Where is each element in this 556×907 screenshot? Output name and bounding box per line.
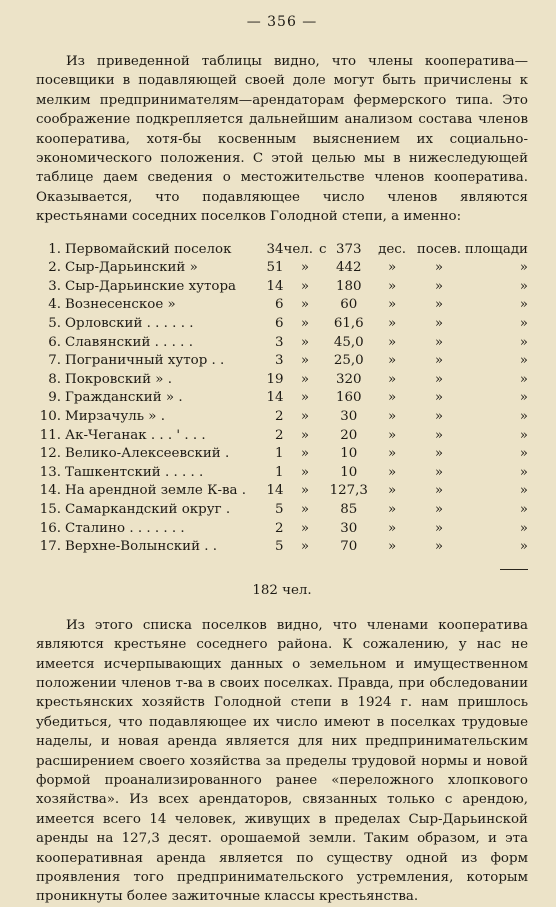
table-row (38, 427, 528, 446)
desyatina-label: » (387, 371, 397, 387)
unit-label (283, 334, 326, 353)
row-number: 7. (48, 353, 62, 369)
table-row (38, 259, 528, 278)
desyatina-label: » (387, 520, 397, 536)
unit-label (283, 371, 326, 390)
sown-label: » (434, 501, 444, 517)
unit-text: » (300, 483, 310, 499)
table-row (38, 296, 528, 315)
table-row (38, 520, 528, 539)
unit-label (283, 445, 326, 464)
sown-label: » (434, 483, 444, 499)
village-name: Сыр-Дарьинские хутора (65, 278, 237, 294)
unit-text: » (300, 353, 310, 369)
village-name: На арендной земле К-ва . (65, 483, 247, 499)
villages-table (38, 241, 528, 557)
row-number: 16. (39, 520, 62, 536)
sown-area: 70 (340, 539, 358, 555)
member-count: 14 (266, 390, 284, 406)
desyatina-label: » (387, 390, 397, 406)
area-label: » (519, 446, 528, 462)
member-count: 51 (266, 260, 284, 276)
unit-text: » (300, 539, 310, 555)
member-count: 1 (274, 446, 284, 462)
unit-label (283, 538, 326, 557)
table-row (38, 501, 528, 520)
sown-label: » (434, 371, 444, 387)
paragraph-conclusion: Из этого списка поселков видно, что членами кооператива являются крестьяне соседнего района. К сожалению, у нас не имеется исчерпывающих данных о земельном и имущественном положении членов т-ва в своих поселках. Правда, при обследовании крестьянских хозяйств Голодной степи в 1924 г. нам пришлось убедиться, что подавляющее их число имеют в поселках трудовые наделы, и новая аренда является для них предпринимательским расширением своего хозяйства за пределы трудовой нормы и новой формой проанализированного ранее «переложного хлопкового хозяйства». Из всех арендаторов, связанных только с арендою, имеется всего 14 человек, живущих в пределах Сыр-Дарьинской аренды на 127,3 десят. орошаемой земли. Таким образом, и эта кооперативная аренда является по существу одной из форм проявления того предпринимательского устремления, которым проникнуты более зажиточные классы крестьянства. (36, 617, 528, 905)
row-number: 14. (39, 483, 62, 499)
sown-area: 10 (340, 446, 358, 462)
village-name: Славянский . . . . . (65, 334, 193, 350)
desyatina-label: » (387, 483, 397, 499)
unit-label (283, 389, 326, 408)
row-number: 4. (48, 297, 62, 313)
sown-area: 45,0 (333, 334, 364, 350)
sown-label: » (434, 353, 444, 369)
table-row (38, 352, 528, 371)
desyatina-label: » (387, 427, 397, 443)
unit-text: » (300, 520, 310, 536)
village-name: Самаркандский округ . (65, 501, 231, 517)
unit-label (283, 520, 326, 539)
desyatina-label: » (387, 278, 397, 294)
village-name: Пограничный хутор . . (65, 353, 225, 369)
unit-label (283, 427, 326, 446)
village-name: Верхне-Волынский . . (65, 539, 218, 555)
table-row (38, 389, 528, 408)
area-label: » (519, 483, 528, 499)
village-name: Ак-Чеганак . . . ' . . . (65, 427, 206, 443)
total-members: 182 чел. (252, 582, 312, 598)
area-label: » (519, 409, 528, 424)
row-number: 17. (39, 539, 62, 555)
sown-label: » (434, 520, 444, 536)
member-count: 2 (274, 427, 284, 443)
village-name: Ташкентский . . . . . (65, 464, 204, 480)
unit-text: » (300, 260, 310, 276)
row-number: 6. (48, 334, 62, 350)
table-row (38, 538, 528, 557)
table-row (38, 408, 528, 427)
desyatina-label: » (387, 409, 397, 424)
unit-label (283, 482, 326, 501)
unit-text: » (300, 464, 310, 480)
unit-text: » (300, 501, 310, 517)
row-number: 11. (39, 427, 62, 443)
sown-label: » (434, 316, 444, 332)
unit-label (283, 241, 326, 260)
desyatina-label: » (387, 464, 397, 480)
table-row (38, 445, 528, 464)
member-count: 3 (274, 353, 284, 369)
village-name: Сталино . . . . . . . (65, 520, 185, 536)
area-label: » (519, 297, 528, 313)
unit-text: чел. (283, 241, 314, 257)
row-number: 2. (48, 260, 62, 276)
table-row (38, 241, 528, 260)
area-label: » (519, 464, 528, 480)
sown-area: 20 (340, 427, 358, 443)
row-number: 13. (39, 464, 62, 480)
desyatina-label: » (387, 297, 397, 313)
desyatina-label: » (387, 539, 397, 555)
unit-label (283, 501, 326, 520)
table-row (38, 278, 528, 297)
sown-area: 25,0 (333, 353, 364, 369)
area-label: » (519, 353, 528, 369)
member-count: 6 (274, 316, 284, 332)
desyatina-label: » (387, 501, 397, 517)
unit-text: » (300, 390, 310, 406)
row-number: 5. (48, 316, 62, 332)
area-label: » (519, 278, 528, 294)
member-count: 34 (266, 241, 284, 257)
area-label: » (519, 371, 528, 387)
sown-area: 61,6 (333, 316, 364, 332)
table-row (38, 371, 528, 390)
unit-text: » (300, 427, 310, 443)
sown-label: » (434, 334, 444, 350)
sown-label: » (434, 427, 444, 443)
area-prefix: с (319, 241, 327, 257)
member-count: 5 (274, 501, 284, 517)
row-number: 3. (48, 278, 62, 294)
table-row (38, 482, 528, 501)
sown-area: 10 (340, 464, 358, 480)
member-count: 2 (274, 520, 284, 536)
sown-area: 127,3 (329, 483, 368, 499)
area-label: » (519, 334, 528, 350)
area-label: » (519, 539, 528, 555)
sown-area: 60 (340, 297, 358, 313)
row-number: 12. (39, 446, 62, 462)
row-number: 8. (48, 371, 62, 387)
member-count: 19 (266, 371, 284, 387)
sown-label: » (434, 278, 444, 294)
table-row (38, 334, 528, 353)
area-label: » (519, 316, 528, 332)
unit-label (283, 352, 326, 371)
row-number: 15. (39, 501, 62, 517)
row-number: 1. (48, 241, 62, 257)
villages-table-body (38, 241, 528, 557)
desyatina-label: дес. (378, 241, 407, 257)
member-count: 3 (274, 334, 284, 350)
unit-label (283, 315, 326, 334)
village-name: Гражданский » . (65, 390, 183, 406)
sown-label: » (434, 409, 444, 424)
unit-text: » (300, 316, 310, 332)
village-name: Покровский » . (65, 371, 172, 387)
area-label: площади (464, 241, 528, 257)
unit-label (283, 259, 326, 278)
village-name: Мирзачуль » . (65, 409, 166, 424)
sown-label: » (434, 260, 444, 276)
unit-text: » (300, 334, 310, 350)
page-number: — 356 — (246, 14, 318, 30)
row-number: 10. (39, 409, 62, 424)
member-count: 14 (266, 483, 284, 499)
table-row (38, 315, 528, 334)
desyatina-label: » (387, 353, 397, 369)
area-label: » (519, 390, 528, 406)
unit-text: » (300, 297, 310, 313)
village-name: Сыр-Дарьинский » (65, 260, 198, 276)
area-label: » (519, 520, 528, 536)
member-count: 5 (274, 539, 284, 555)
sown-label: » (434, 297, 444, 313)
desyatina-label: » (387, 260, 397, 276)
village-name: Вознесенское » (65, 297, 176, 313)
member-count: 2 (274, 409, 284, 424)
unit-text: » (300, 278, 310, 294)
sown-area: 160 (336, 390, 362, 406)
sown-area: 30 (340, 520, 358, 536)
area-label: » (519, 501, 528, 517)
unit-label (283, 296, 326, 315)
unit-text: » (300, 446, 310, 462)
member-count: 1 (274, 464, 284, 480)
unit-label (283, 464, 326, 483)
sown-area: 30 (340, 409, 358, 424)
unit-text: » (300, 371, 310, 387)
sown-label: » (434, 464, 444, 480)
sown-label: » (434, 446, 444, 462)
village-name: Велико-Алексеевский . (65, 446, 230, 462)
table-row (38, 464, 528, 483)
desyatina-label: » (387, 334, 397, 350)
unit-label (283, 408, 326, 427)
area-label: » (519, 427, 528, 443)
sown-area: 442 (336, 260, 362, 276)
sum-rule (36, 557, 528, 577)
sown-label: посев. (416, 241, 462, 257)
area-label: » (519, 260, 528, 276)
sown-area: 320 (336, 371, 362, 387)
sown-area: 85 (340, 501, 358, 517)
desyatina-label: » (387, 446, 397, 462)
unit-label (283, 278, 326, 297)
sown-area: 373 (336, 241, 362, 257)
paragraph-intro: Из приведенной таблицы видно, что члены кооператива—посевщики в подавляющей своей доле могут быть причислены к мелким предпринимателям—арендаторам фермерского типа. Это соображение подкрепляется дальнейшим анализом состава членов кооператива, хотя-бы косвенным выяснением их социально-экономического положения. С этой целью мы в нижеследующей таблице даем сведения о местожительстве членов кооператива. Оказывается, что подавляющее число членов являются крестьянами соседних поселков Голодной степи, а именно: (36, 54, 528, 225)
row-number: 9. (48, 390, 62, 406)
member-count: 6 (274, 297, 284, 313)
member-count: 14 (266, 278, 284, 294)
village-name: Орловский . . . . . . (65, 316, 194, 332)
sown-label: » (434, 539, 444, 555)
unit-text: » (300, 409, 310, 424)
village-name: Первомайский поселок (65, 241, 232, 257)
desyatina-label: » (387, 316, 397, 332)
sown-area: 180 (336, 278, 362, 294)
sown-label: » (434, 390, 444, 406)
